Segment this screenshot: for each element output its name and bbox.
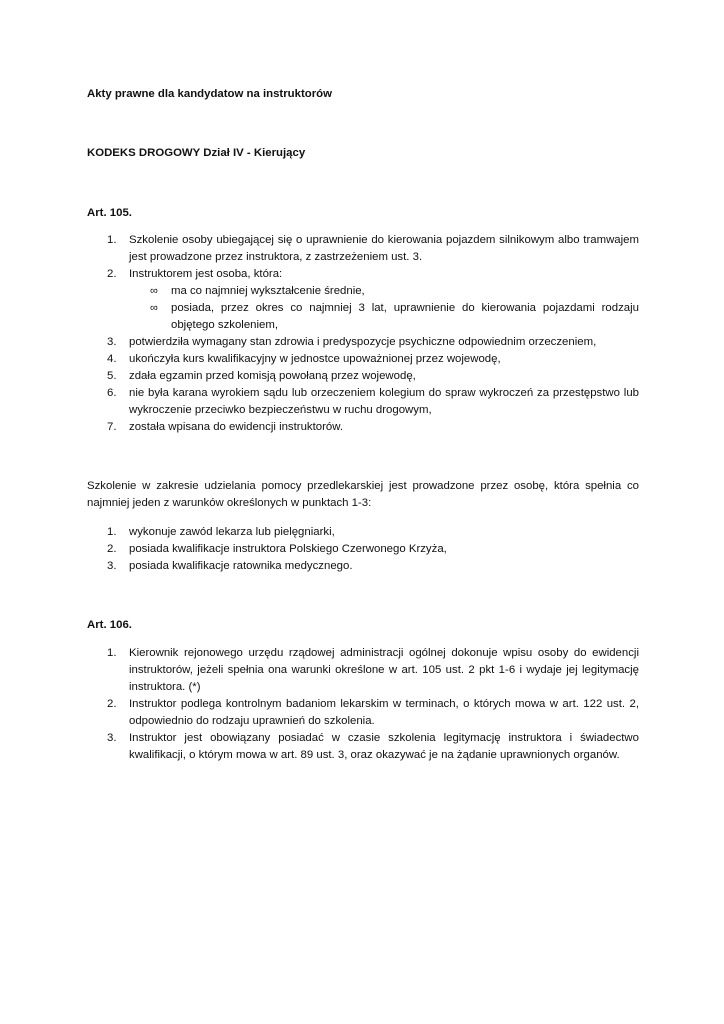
sub-list [129,283,639,334]
sub-item-text: ma co najmniej wykształcenie średnie, [171,285,365,297]
item-number: 3. [107,560,117,572]
item-text: wykonuje zawód lekarza lub pielęgniarki, [129,526,335,538]
list-item [87,351,639,368]
item-text: posiada kwalifikacje instruktora Polskiego Czerwonego Krzyża, [129,543,447,555]
document-title: Akty prawne dla kandydatow na instruktorów [87,88,332,100]
list-item [87,696,639,730]
item-text: Kierownik rejonowego urzędu rządowej administracji ogólnej dokonuje wpisu osoby do ewidencji instruktorów, jeżeli spełnia ona warunki określone w art. 105 ust. 2 pkt 1-6 i wydaje jej legitymację instruktora. (*) [129,647,639,693]
first-aid-list [87,524,639,575]
item-number: 5. [107,370,117,382]
item-number: 1. [107,526,117,538]
list-item [87,334,639,351]
section-title: KODEKS DROGOWY Dział IV - Kierujący [87,147,306,159]
infinity-bullet-icon: ∞ [150,285,158,297]
item-number: 3. [107,732,117,744]
item-number: 2. [107,698,117,710]
item-text: ukończyła kurs kwalifikacyjny w jednostce upoważnionej przez wojewodę, [129,353,501,365]
item-number: 7. [107,421,117,433]
item-number: 1. [107,647,117,659]
item-text: Szkolenie osoby ubiegającej się o uprawnienie do kierowania pojazdem silnikowym albo tramwajem jest prowadzone przez instruktora, z zastrzeżeniem ust. 3. [129,234,639,263]
item-number: 6. [107,387,117,399]
item-text: posiada kwalifikacje ratownika medycznego. [129,560,353,572]
list-item [87,368,639,385]
list-item [87,266,639,334]
list-item [87,558,639,575]
item-text: Instruktorem jest osoba, która: [129,268,283,280]
infinity-bullet-icon: ∞ [150,302,158,314]
first-aid-intro: Szkolenie w zakresie udzielania pomocy przedlekarskiej jest prowadzone przez osobę, która spełnia co najmniej jeden z warunków określonych w punktach 1-3: [87,480,639,509]
list-item [87,730,639,764]
item-text: nie była karana wyrokiem sądu lub orzeczeniem kolegium do spraw wykroczeń za przestępstwo lub wykroczenie przeciwko bezpieczeństwu w ruchu drogowym, [129,387,639,416]
list-item [87,232,639,266]
item-number: 2. [107,268,117,280]
article-105-heading: Art. 105. [87,207,132,219]
item-text: zdała egzamin przed komisją powołaną przez wojewodę, [129,370,416,382]
article-106-list [87,645,639,764]
list-item [87,541,639,558]
item-text: Instruktor podlega kontrolnym badaniom lekarskim w terminach, o których mowa w art. 122 ust. 2, odpowiednio do rodzaju uprawnień do szkolenia. [129,698,639,727]
item-number: 2. [107,543,117,555]
list-item [87,419,639,436]
sub-list-item [129,283,639,300]
item-number: 4. [107,353,117,365]
item-number: 3. [107,336,117,348]
item-number: 1. [107,234,117,246]
item-text: potwierdziła wymagany stan zdrowia i predyspozycje psychiczne odpowiednim orzeczeniem, [129,336,597,348]
sub-item-text: posiada, przez okres co najmniej 3 lat, uprawnienie do kierowania pojazdami rodzaju objętego szkoleniem, [171,302,639,331]
list-item [87,385,639,419]
article-105-list [87,232,639,436]
article-106-heading: Art. 106. [87,619,132,631]
item-text: Instruktor jest obowiązany posiadać w czasie szkolenia legitymację instruktora i świadectwo kwalifikacji, o którym mowa w art. 89 ust. 3, oraz okazywać je na żądanie uprawnionych organów. [129,732,639,761]
item-text: została wpisana do ewidencji instruktorów. [129,421,344,433]
list-item [87,645,639,696]
list-item [87,524,639,541]
sub-list-item [129,300,639,334]
